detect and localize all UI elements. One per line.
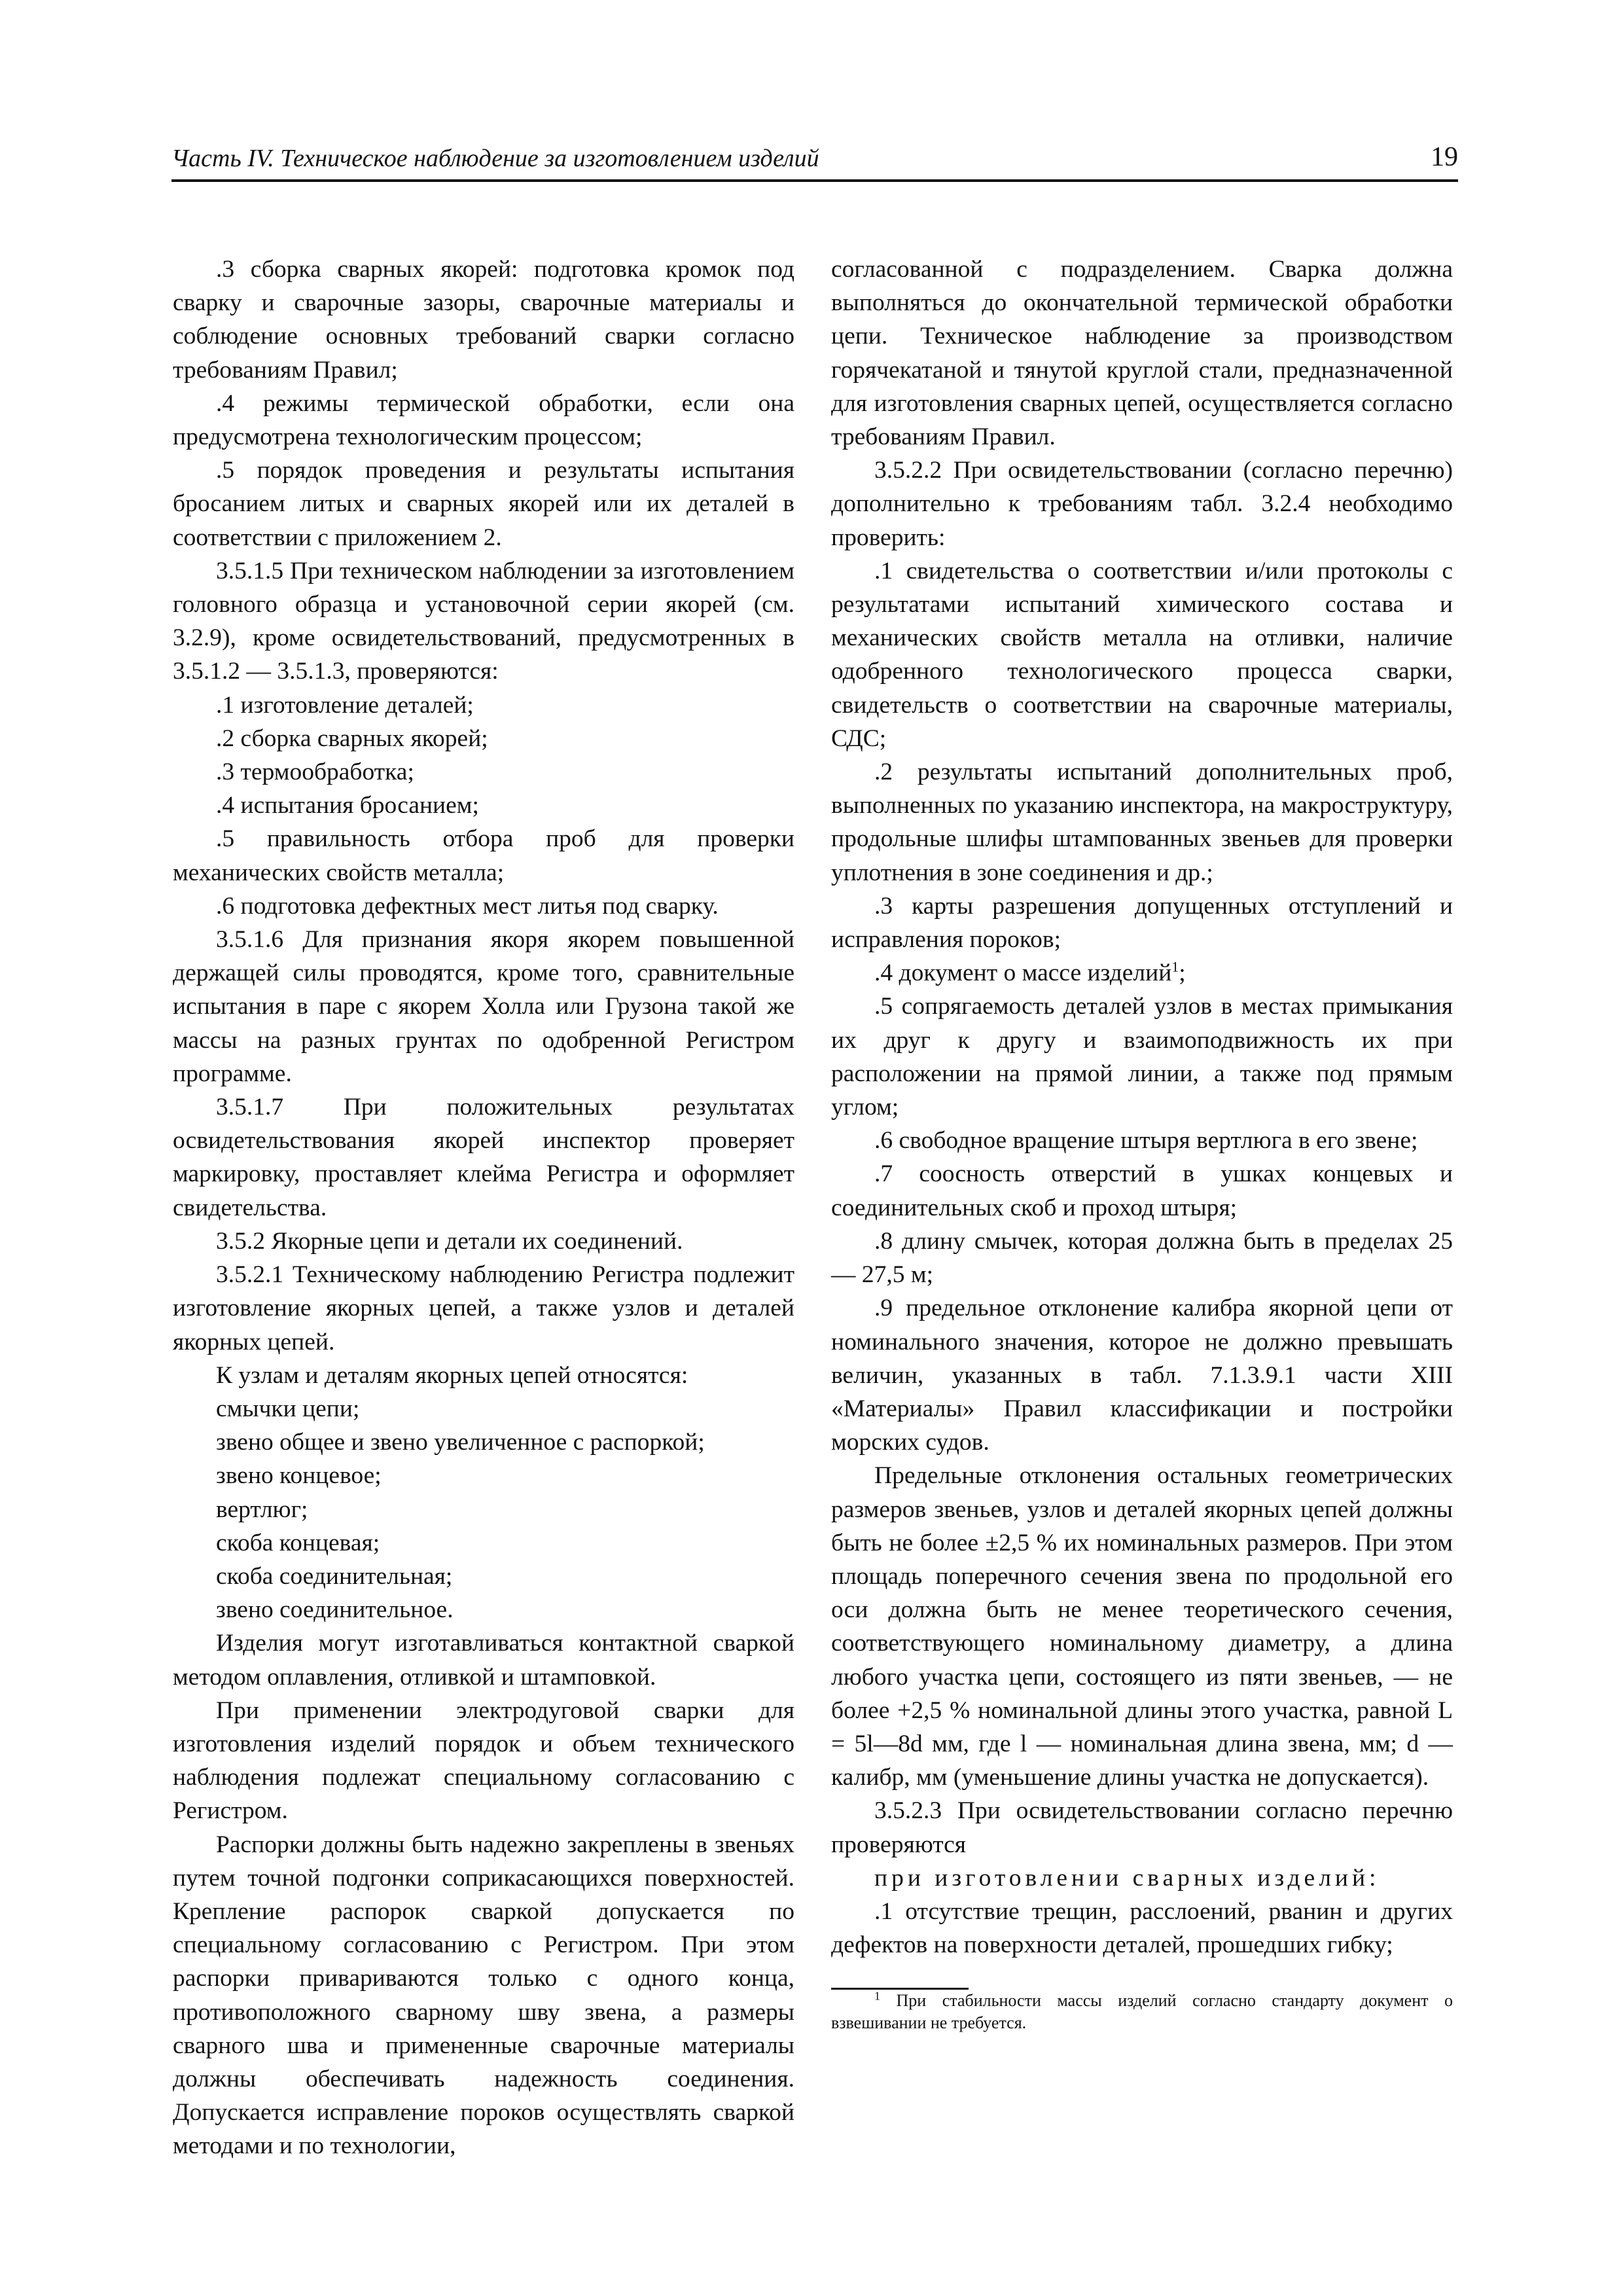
page-number: 19 [1431,142,1458,172]
list-item: .5 сопрягаемость деталей узлов в местах примыкания их друг к другу и взаимоподвижность их при расположении на прямой линии, а также под прямым углом; [831,993,1453,1121]
paragraph: .3 сборка сварных якорей: подготовка кромок под сварку и сварочные зазоры, сварочные материалы и соблюдение основных требований сварки согласно требованиям Правил; [173,256,794,384]
right-column [831,253,1453,2034]
list-item: вертлюг; [216,1496,308,1523]
left-column [173,253,794,2163]
section-heading: 3.5.2 Якорные цепи и детали их соединений. [216,1227,683,1255]
paragraph: Распорки должны быть надежно закреплены в звеньях путем точной подгонки соприкасающихся поверхностей. Крепление распорок сваркой допускается по специальному согласованию с Регистром. При этом распорки привариваются только с одного конца, противоположного сварному шву звена, а размеры сварного шва и примененные сварочные материалы должны обеспечивать надежность соединения. Допускается исправление пороков осуществлять сваркой методами и по технологии, [173,1831,794,2160]
paragraph: 3.5.2.1 Техническому наблюдению Регистра подлежит изготовление якорных цепей, а также узлов и деталей якорных цепей. [173,1261,794,1355]
list-item: смычки цепи; [216,1395,360,1422]
paragraph: 3.5.1.7 При положительных результатах освидетельствования якорей инспектор проверяет маркировку, проставляет клейма Регистра и оформляет свидетельства. [173,1094,794,1221]
list-item: .3 карты разрешения допущенных отступлений и исправления пороков; [831,892,1453,954]
list-item: звено соединительное. [216,1596,454,1624]
running-header-title: Часть IV. Техническое наблюдение за изготовлением изделий [171,145,819,172]
paragraph: Предельные отклонения остальных геометрических размеров звеньев, узлов и деталей якорных цепей должны быть не более ±2,5 % их номинальных размеров. При этом площадь поперечного сечения звена по продольной его оси должна быть не менее теоретического сечения, соответствующего номинальному диаметру, а длина любого участка цепи, состоящего из пяти звеньев, — не более +2,5 % номинальной длины этого участка, равной L = 5l—8d мм, где l — номинальная длина звена, мм; d — калибр, мм (уменьшение длины участка не допускается). [831,1462,1453,1791]
list-item: звено общее и звено увеличенное с распоркой; [216,1429,705,1456]
list-item [874,956,1453,990]
paragraph: .4 режимы термической обработки, если она предусмотрена технологическим процессом; [173,389,794,451]
paragraph: Изделия могут изготавливаться контактной сваркой методом оплавления, отливкой и штамповкой. [173,1630,794,1691]
footnote-mark: 1 [874,1989,880,2003]
list-item: .3 термообработка; [216,759,414,786]
list-item: скоба соединительная; [216,1562,453,1590]
list-item: .6 свободное вращение штыря вертлюга в его звене; [874,1127,1418,1155]
list-item: .6 подготовка дефектных мест литья под сварку. [216,892,719,920]
paragraph: при изготовлении сварных изделий: [874,1864,1380,1892]
paragraph: согласованной с подразделением. Сварка должна выполняться до окончательной термической обработки цепи. Техническое наблюдение за производством горячекатаной и тянутой круглой стали, предназначенной для изготовления сварных цепей, осуществляется согласно требованиям Правил. [831,256,1453,451]
list-item-text: .4 документ о массе изделий [874,960,1172,987]
list-item: .1 свидетельства о соответствии и/или протоколы с результатами испытаний химического состава и механических свойств металла на отливки, наличие одобренного технологического процесса сварки, свидетельств о соответствии на сварочные материалы, СДС; [831,557,1453,752]
paragraph: 3.5.2.2 При освидетельствовании (согласно перечню) дополнительно к требованиям табл. 3.2.4 необходимо проверить: [831,457,1453,551]
paragraph: 3.5.2.3 При освидетельствовании согласно перечню проверяются [831,1797,1453,1858]
list-item: звено концевое; [216,1462,382,1490]
paragraph: .5 порядок проведения и результаты испытания бросанием литых и сварных якорей или их деталей в соответствии с приложением 2. [173,457,794,551]
list-item-suffix: ; [1179,960,1186,987]
paragraph: 3.5.1.6 Для признания якоря якорем повышенной держащей силы проводятся, кроме того, сравнительные испытания в паре с якорем Холла или Грузона такой же массы на разных грунтах по одобренной Регистром программе. [173,926,794,1087]
list-item: .2 сборка сварных якорей; [216,725,488,752]
running-header [171,139,1458,182]
footnote-reference: 1 [1171,958,1179,975]
list-item: скоба концевая; [216,1529,380,1556]
list-item: .1 отсутствие трещин, расслоений, рванин и других дефектов на поверхности деталей, прошедших гибку; [831,1897,1453,1959]
paragraph: К узлам и деталям якорных цепей относятся: [216,1361,688,1389]
paragraph: При применении электродуговой сварки для изготовления изделий порядок и объем технического наблюдения подлежат специальному согласованию с Регистром. [173,1696,794,1825]
paragraph: 3.5.1.5 При техническом наблюдении за изготовлением головного образца и установочной серии якорей (см. 3.2.9), кроме освидетельствований, предусмотренных в 3.5.1.2 — 3.5.1.3, проверяются: [173,557,794,685]
list-item: .5 правильность отбора проб для проверки механических свойств металла; [173,825,794,886]
list-item: .1 изготовление деталей; [216,691,474,719]
list-item: .7 соосность отверстий в ушках концевых и соединительных скоб и проход штыря; [831,1160,1453,1221]
footnote-text: При стабильности массы изделий согласно стандарту документ о взвешивании не требуется. [831,1991,1454,2033]
list-item: .4 испытания бросанием; [216,792,479,819]
list-item: .8 длину смычек, которая должна быть в пределах 25 — 27,5 м; [831,1227,1453,1289]
list-item: .2 результаты испытаний дополнительных проб, выполненных по указанию инспектора, на макроструктуру, продольные шлифы штампованных звеньев для проверки уплотнения в зоне соединения и др.; [831,759,1453,886]
list-item: .9 предельное отклонение калибра якорной цепи от номинального значения, которое не должно превышать величин, указанных в табл. 7.1.3.9.1 части XIII «Материалы» Правил классификации и постройки морских судов. [831,1295,1453,1456]
footnote [831,1990,1453,2034]
